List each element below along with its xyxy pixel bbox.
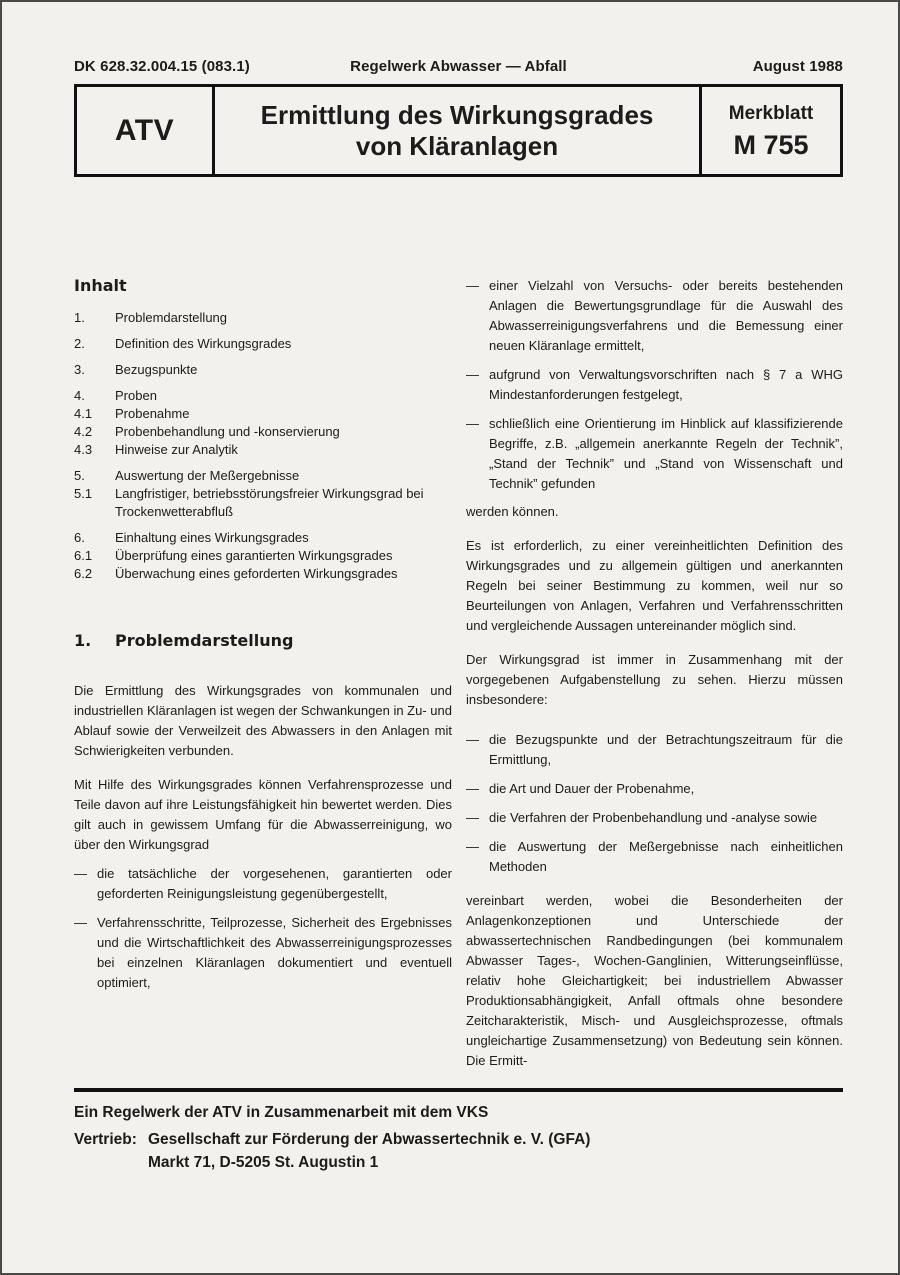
dash-bullet-icon: — <box>466 278 479 293</box>
dash-bullet-icon: — <box>74 915 87 930</box>
dash-bullet-icon: — <box>466 732 479 747</box>
bullet-item <box>74 913 452 993</box>
bullet-item <box>466 837 843 877</box>
toc-item-label: Auswertung der Meßergebnisse <box>115 468 300 483</box>
section-1-heading <box>74 631 452 651</box>
dash-bullet-icon: — <box>466 416 479 431</box>
toc-item <box>74 335 452 353</box>
toc-item <box>74 485 452 521</box>
footer-distribution-label: Vertrieb: <box>74 1131 137 1148</box>
toc-item-number: 5. <box>74 468 85 483</box>
toc-item-number: 3. <box>74 362 85 377</box>
bullet-item <box>466 779 843 799</box>
bullet-item <box>466 808 843 828</box>
toc-item-label: Proben <box>115 388 157 403</box>
bullet-item <box>466 414 843 494</box>
toc-item-label: Probenbehandlung und -konservierung <box>115 424 340 439</box>
paragraph: vereinbart werden, wobei die Besonderheiten der Anlagenkonzeptionen und Unterschiede der abwassertechnischen Randbedingungen (bei kommunalem Abwasser Tages-, Wochen-Ganglinien, Witterungseinflüsse, relativ hohe Gleichartigkeit; bei industriellem Abwasser Produktionsabhängigkeit, Anfall oftmals ohne besondere Zeitcharakteristik, Misch- und Ausgleichsprozesse, oftmals ungleichartige Zusammensetzung) von Bedeutung sein können. Die Ermitt- <box>466 893 843 1068</box>
document-title-line1: Ermittlung des Wirkungsgrades <box>260 99 654 130</box>
toc-item <box>74 467 452 485</box>
bullet-text: die Verfahren der Probenbehandlung und -analyse sowie <box>489 810 818 825</box>
toc-item-label: Definition des Wirkungsgrades <box>115 336 292 351</box>
page-header <box>74 58 843 75</box>
toc-heading: Inhalt <box>74 276 127 295</box>
bullet-text: die Art und Dauer der Probenahme, <box>489 781 695 796</box>
toc-item-label: Problemdarstellung <box>115 310 228 325</box>
toc-item-number: 4.3 <box>74 442 93 457</box>
footer-regelwerk-note: Ein Regelwerk der ATV in Zusammenarbeit mit dem VKS <box>74 1104 489 1121</box>
footer-distribution-value: Gesellschaft zur Förderung der Abwassertechnik e. V. (GFA) <box>148 1131 591 1148</box>
document-type: Merkblatt <box>728 103 814 124</box>
bullet-item <box>466 730 843 770</box>
bullet-text: einer Vielzahl von Versuchs- oder bereits bestehenden Anlagen die Bewertungsgrundlage für die Auswahl des Abwasserreinigungsverfahrens und die Bemessung einer neuen Kläranlage ermittelt, <box>489 278 843 353</box>
page-footer <box>74 1088 843 1172</box>
paragraph: werden können. <box>466 504 559 519</box>
toc-item-number: 4.1 <box>74 406 93 421</box>
footer-rule <box>74 1088 843 1092</box>
dash-bullet-icon: — <box>466 839 479 854</box>
paragraph: Der Wirkungsgrad ist immer in Zusammenhang mit der vorgegebenen Aufgabenstellung zu sehen. Hierzu müssen insbesondere: <box>466 652 843 707</box>
footer-distribution <box>74 1130 843 1149</box>
toc-item-label: Einhaltung eines Wirkungsgrades <box>115 530 309 545</box>
toc-item-label: Bezugspunkte <box>115 362 198 377</box>
footer-address: Markt 71, D-5205 St. Augustin 1 <box>148 1154 379 1171</box>
bullet-text: Verfahrensschritte, Teilprozesse, Sicherheit des Ergebnisses und die Wirtschaftlichkeit des Abwasserreinigungsprozesses bei einzelnen Kläranlagen dokumentiert und eventuell optimiert, <box>97 915 452 990</box>
toc-item-label: Hinweise zur Analytik <box>115 442 238 457</box>
header-rubric: Regelwerk Abwasser — Abfall <box>350 58 567 75</box>
document-id-block <box>699 87 840 174</box>
dk-number: DK 628.32.004.15 (083.1) <box>74 58 250 75</box>
paragraph: Es ist erforderlich, zu einer vereinheitlichten Definition des Wirkungsgrades und zu allgemein gültigen und anerkannten Regeln bei seiner Bestimmung zu kommen, weil nur so Beurteilungen von Anlagen, Verfahren und Verfahrensschritten und vergleichende Aussagen untereinander möglich sind. <box>466 538 843 633</box>
section-number: 1. <box>74 631 92 650</box>
toc-item-number: 5.1 <box>74 486 93 501</box>
paragraph: Mit Hilfe des Wirkungsgrades können Verfahrensprozesse und Teile davon auf ihre Leistungsfähigkeit hin bewertet werden. Dies gilt auch in gewissem Umfang für die Abwasserreinigung, wo über den Wirkungsgrad <box>74 777 452 852</box>
document-number: M 755 <box>733 130 809 160</box>
bullet-text: die Auswertung der Meßergebnisse nach einheitlichen Methoden <box>489 839 843 874</box>
toc-item-number: 4.2 <box>74 424 93 439</box>
toc-item <box>74 361 452 379</box>
toc-item <box>74 441 452 459</box>
toc-item-label: Langfristiger, betriebsstörungsfreier Wirkungsgrad bei Trockenwetterabfluß <box>115 486 424 519</box>
org-abbreviation: ATV <box>77 87 215 174</box>
bullet-text: schließlich eine Orientierung im Hinblick auf klassifizierende Begriffe, z.B. „allgemein anerkannte Regeln der Technik”, „Stand der Technik” und „Stand von Wissenschaft und Technik” gefunden <box>489 416 843 491</box>
toc-item-number: 6.2 <box>74 566 93 581</box>
toc-item-number: 6. <box>74 530 85 545</box>
toc-item-label: Überprüfung eines garantierten Wirkungsgrades <box>115 548 393 563</box>
toc-item <box>74 405 452 423</box>
paragraph: Die Ermittlung des Wirkungsgrades von kommunalen und industriellen Kläranlagen ist wegen der Schwankungen in Zu- und Ablauf sowie der Verweilzeit des Abwassers in den Anlagen mit Schwierigkeiten verbunden. <box>74 683 452 758</box>
toc-item <box>74 309 452 327</box>
document-title-line2: von Kläranlagen <box>355 130 559 161</box>
toc-item <box>74 387 452 405</box>
bullet-text: aufgrund von Verwaltungsvorschriften nach § 7 a WHG Mindestanforderungen festgelegt, <box>489 367 843 402</box>
toc-item-number: 2. <box>74 336 85 351</box>
toc-item-number: 6.1 <box>74 548 93 563</box>
toc-item-label: Probenahme <box>115 406 190 421</box>
bullet-text: die tatsächliche der vorgesehenen, garantierten oder geforderten Reinigungsleistung gegenübergestellt, <box>97 866 452 901</box>
header-date: August 1988 <box>752 58 843 75</box>
body-columns <box>74 276 843 1071</box>
toc-item-number: 1. <box>74 310 85 325</box>
toc-item <box>74 547 452 565</box>
dash-bullet-icon: — <box>466 367 479 382</box>
right-column <box>466 276 843 1071</box>
section-title: Problemdarstellung <box>115 631 294 650</box>
dash-bullet-icon: — <box>466 781 479 796</box>
title-block <box>74 84 843 177</box>
toc-item <box>74 529 452 547</box>
toc-item <box>74 423 452 441</box>
toc-item-label: Überwachung eines geforderten Wirkungsgrades <box>115 566 398 581</box>
bullet-item <box>74 864 452 904</box>
bullet-item <box>466 276 843 356</box>
bullet-text: die Bezugspunkte und der Betrachtungszeitraum für die Ermittlung, <box>489 732 843 767</box>
left-column <box>74 276 452 993</box>
dash-bullet-icon: — <box>74 866 87 881</box>
dash-bullet-icon: — <box>466 810 479 825</box>
document-title <box>215 87 699 174</box>
toc-item <box>74 565 452 583</box>
toc-item-number: 4. <box>74 388 85 403</box>
bullet-item <box>466 365 843 405</box>
table-of-contents <box>74 309 452 583</box>
